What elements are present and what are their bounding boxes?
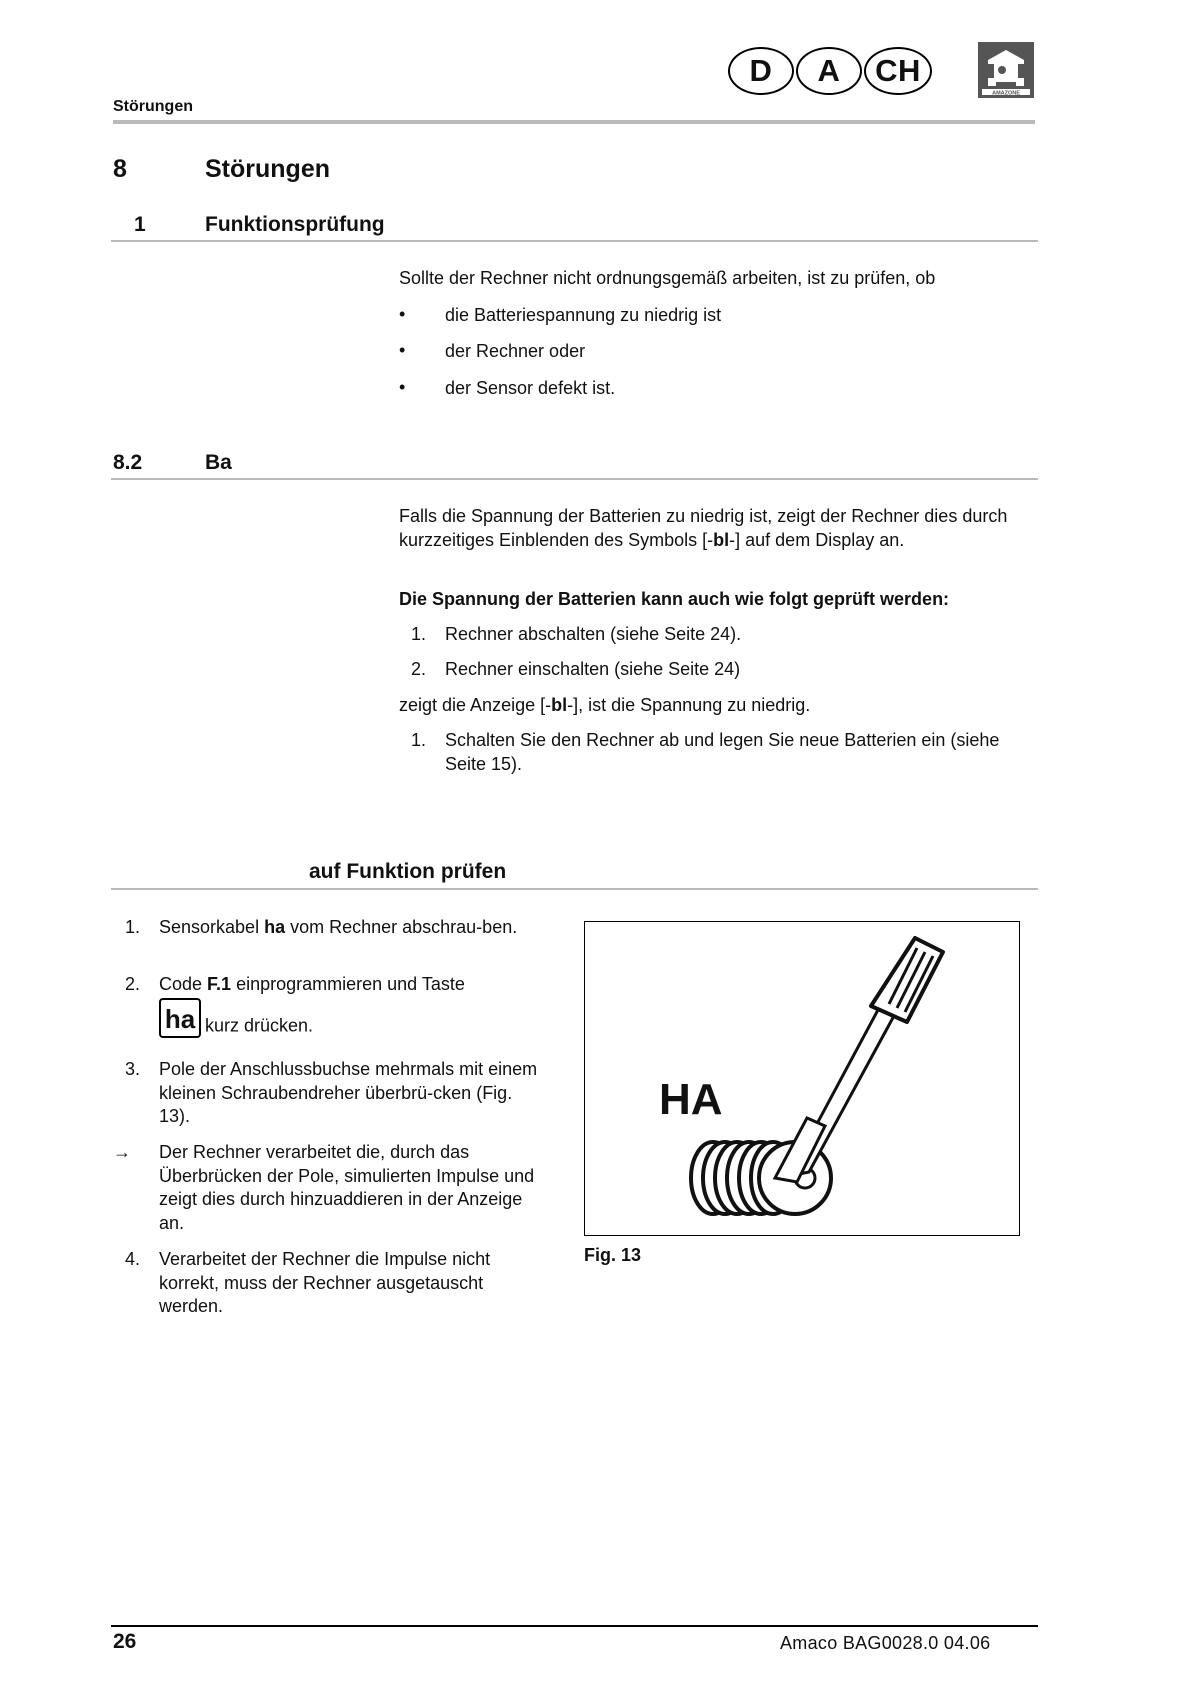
document-reference: Amaco BAG0028.0 04.06 (780, 1633, 991, 1653)
screwdriver-roller-illustration (585, 922, 1018, 1234)
result-text: Der Rechner verarbeitet die, durch das Überbrücken der Pole, simulierten Impulse und zeigt dies durch hinzuaddieren in der Anzeige an. (159, 1142, 535, 1233)
step-text: Code F.1 einprogrammieren und Taste (159, 974, 465, 994)
chapter-number: 8 (113, 155, 127, 183)
section-81-title: Funktionsprüfung (205, 213, 385, 236)
bullet-symbol: • (399, 340, 406, 360)
bullet-symbol: • (399, 304, 406, 324)
step-number: 3. (125, 1059, 141, 1079)
figure-13 (584, 921, 1020, 1236)
step-number: 4. (125, 1249, 141, 1269)
key-instruction: ha kurz drücken. (159, 998, 539, 1038)
step-text: Rechner abschalten (siehe Seite 24). (445, 624, 742, 644)
bullet-item: der Sensor defekt ist. (445, 378, 616, 398)
section-81-number: 1 (134, 213, 146, 236)
step-number: 1. (125, 917, 141, 937)
section-82-title: Ba (205, 451, 232, 474)
section-83-title: auf Funktion prüfen (309, 860, 507, 883)
bullet-symbol: • (399, 377, 406, 397)
step-text: Schalten Sie den Rechner ab und legen Sie neue Batterien ein (siehe Seite 15). (445, 730, 1000, 774)
header-rule (113, 120, 1035, 124)
footer-rule (111, 1625, 1038, 1627)
bullet-item: der Rechner oder (445, 341, 586, 361)
country-badge-a: A (796, 47, 862, 95)
country-badge-ch: CH (864, 47, 932, 95)
display-check-line: zeigt die Anzeige [-bl-], ist die Spannung zu niedrig. (399, 695, 811, 715)
section-81-intro: Sollte der Rechner nicht ordnungsgemäß arbeiten, ist zu prüfen, ob (399, 268, 936, 288)
figure-ha-label: HA (659, 1075, 723, 1124)
result-arrow-icon: → (113, 1142, 131, 1162)
step-text: Verarbeitet der Rechner die Impulse nicht korrekt, muss der Rechner ausgetauscht werden. (159, 1249, 491, 1316)
chapter-title: Störungen (205, 155, 330, 183)
bullet-item: die Batteriespannung zu niedrig ist (445, 305, 722, 325)
page-number: 26 (113, 1630, 137, 1653)
step-number: 2. (125, 974, 141, 994)
step-text: Sensorkabel ha vom Rechner abschrau-ben. (159, 917, 518, 937)
country-badge-d: D (728, 47, 794, 95)
step-text: Rechner einschalten (siehe Seite 24) (445, 659, 741, 679)
ha-key-icon: ha (159, 998, 201, 1038)
step-number: 1. (411, 624, 427, 644)
section-83-rule (111, 888, 1038, 890)
step-number: 1. (411, 730, 427, 750)
amazone-logo (978, 42, 1034, 98)
section-82-bold-line: Die Spannung der Batterien kann auch wie folgt geprüft werden: (399, 589, 950, 609)
section-82-rule (111, 478, 1038, 480)
section-82-paragraph: Falls die Spannung der Batterien zu niedrig ist, zeigt der Rechner dies durch kurzzeitiges Einblenden des Symbols [-bl-] auf dem Display an. (399, 506, 1008, 550)
running-header-title: Störungen (113, 98, 193, 115)
step-text: Pole der Anschlussbuchse mehrmals mit einem kleinen Schraubendreher überbrü-cken (Fig. 13). (159, 1059, 538, 1126)
step-number: 2. (411, 659, 427, 679)
section-81-rule (111, 240, 1038, 242)
section-82-number: 8.2 (113, 451, 143, 474)
logo-wordmark: AMAZONE (992, 90, 1020, 97)
figure-caption: Fig. 13 (584, 1245, 642, 1265)
